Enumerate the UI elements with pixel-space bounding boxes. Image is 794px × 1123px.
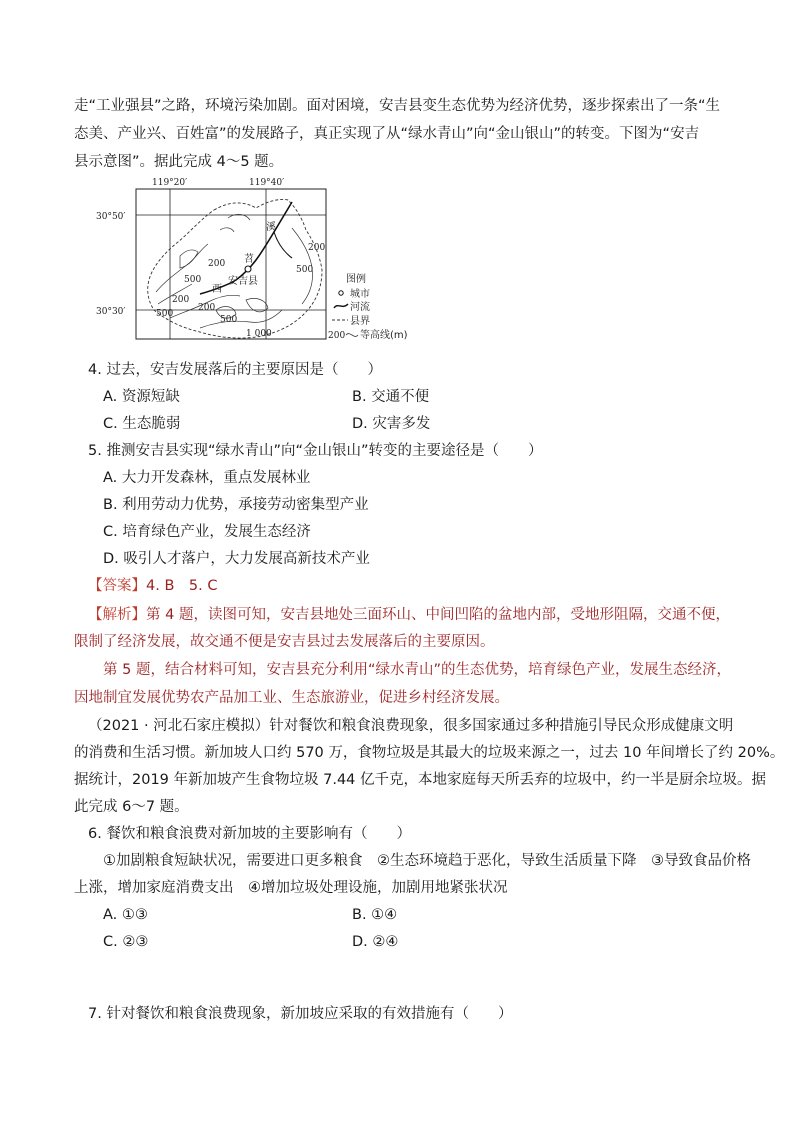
contour-value-5: 200 — [172, 295, 190, 305]
contour-line-n — [220, 214, 250, 232]
contour-value-1: 200 — [308, 243, 326, 253]
place-label-xi2: 西 — [212, 284, 222, 295]
legend-contour-value: 200 — [328, 331, 346, 341]
contour-value-7: 200 — [198, 303, 216, 313]
q5-option-d: D. 吸引人才落户，大力发展高新技术产业 — [103, 551, 370, 567]
q4-option-c: C. 生态脆弱 — [103, 416, 181, 432]
q4-option-a: A. 资源短缺 — [103, 389, 180, 405]
city-label-anji: 安吉县 — [228, 276, 258, 287]
legend-river-icon — [334, 304, 348, 308]
legend-city-icon — [339, 291, 343, 295]
place-label-tiao: 苕 — [244, 254, 254, 265]
answer-text: 4. B 5. C — [146, 578, 218, 594]
q4-option-d: D. 灾害多发 — [352, 416, 431, 432]
legend-city-label: 城市 — [350, 289, 370, 300]
q5-option-c: C. 培育绿色产业，发展生态经济 — [103, 524, 311, 540]
material2-line-3: 据统计，2019 年新加坡产生食物垃圾 7.44 亿千克，本地家庭每天所丢弃的垃圾中，约一半是厨余垃圾。据 — [74, 772, 767, 788]
q6-statements: ①加剧粮食短缺状况，需要进口更多粮食 ②生态环境趋于恶化，导致生活质量下降 ③导致食品价格 — [103, 853, 751, 869]
material2-line-2: 的消费和生活习惯。新加坡人口约 570 万，食物垃圾是其最大的垃圾来源之一，过去 10 年间增长了约 20%。 — [74, 745, 785, 761]
intro-line-2: 态美、产业兴、百姓富”的发展路子，真正实现了从“绿水青山”向“金山银山”的转变。下图为“安吉 — [74, 126, 700, 142]
answer-label: 【答案】 — [88, 578, 146, 594]
legend-border-label: 县界 — [350, 316, 370, 327]
place-label-xi: 溪 — [266, 222, 276, 233]
contour-value-4: 500 — [184, 275, 202, 285]
q7-stem: 7. 针对餐饮和粮食浪费现象，新加坡应采取的有效措施有（ ） — [88, 1006, 513, 1022]
analysis-line-1 — [88, 601, 730, 629]
contour-ring-1 — [180, 250, 198, 268]
q6-option-a: A. ①③ — [103, 907, 148, 923]
lon-label-left: 119°20′ — [152, 178, 188, 188]
contour-value-6: 500 — [156, 309, 174, 319]
map-legend — [328, 272, 408, 341]
lat-label-top: 30°50′ — [96, 212, 126, 222]
q6-option-d: D. ②④ — [352, 934, 399, 950]
legend-contour-label: 等高线(m) — [360, 330, 408, 341]
lon-label-right: 119°40′ — [249, 178, 285, 188]
q4-stem: 4. 过去，安吉发展落后的主要原因是（ ） — [88, 362, 382, 378]
contour-value-2: 500 — [296, 265, 314, 275]
q5-option-b: B. 利用劳动力优势，承接劳动密集型产业 — [103, 497, 369, 513]
contour-value-3: 200 — [208, 259, 226, 269]
contour-value-9: 1 000 — [246, 329, 272, 339]
intro-line-1: 走“工业强县”之路，环境污染加剧。面对困境，安吉县变生态优势为经济优势，逐步探索出了一条“生 — [74, 98, 721, 114]
q6-stem: 6. 餐饮和粮食浪费对新加坡的主要影响有（ ） — [88, 826, 411, 842]
analysis-label: 【解析】 — [88, 607, 146, 623]
river-tributary — [274, 232, 292, 258]
legend-river-label: 河流 — [350, 302, 370, 313]
q5-stem: 5. 推测安吉县实现“绿水青山”向“金山银山”转变的主要途径是（ ） — [88, 443, 543, 459]
anji-map-figure — [96, 172, 408, 350]
intro-line-3: 县示意图”。据此完成 4～5 题。 — [74, 154, 284, 170]
city-marker-anji — [245, 266, 251, 272]
q6-option-c: C. ②③ — [103, 934, 149, 950]
q6-statements-cont: 上涨，增加家庭消费支出 ④增加垃圾处理设施，加剧用地紧张状况 — [74, 880, 508, 896]
answer-block — [88, 572, 217, 600]
analysis-p2-cont: 因地制宜发展优势农产品加工业、生态旅游业，促进乡村经济发展。 — [74, 690, 509, 706]
material2-line-1: （2021 · 河北石家庄模拟）针对餐饮和粮食浪费现象，很多国家通过多种措施引导民众形成健康文明 — [88, 718, 734, 734]
analysis-p2: 第 5 题，结合材料可知，安吉县充分利用“绿水青山”的生态优势，培育绿色产业，发展生态经济， — [103, 662, 731, 678]
legend-contour-icon — [346, 334, 358, 337]
anji-map-svg — [96, 172, 408, 350]
contour-value-8: 500 — [220, 315, 238, 325]
lat-label-bottom: 30°30′ — [96, 307, 126, 317]
analysis-p1: 第 4 题，读图可知，安吉县地处三面环山、中间凹陷的盆地内部，受地形阻隔，交通不便， — [146, 607, 730, 623]
legend-title: 图例 — [346, 274, 366, 285]
q5-option-a: A. 大力开发森林，重点发展林业 — [103, 470, 311, 486]
material2-line-4: 此完成 6～7 题。 — [74, 799, 189, 815]
q4-option-b: B. 交通不便 — [352, 389, 430, 405]
analysis-p1-cont: 限制了经济发展，故交通不便是安吉县过去发展落后的主要原因。 — [74, 634, 495, 650]
q6-option-b: B. ①④ — [352, 907, 398, 923]
